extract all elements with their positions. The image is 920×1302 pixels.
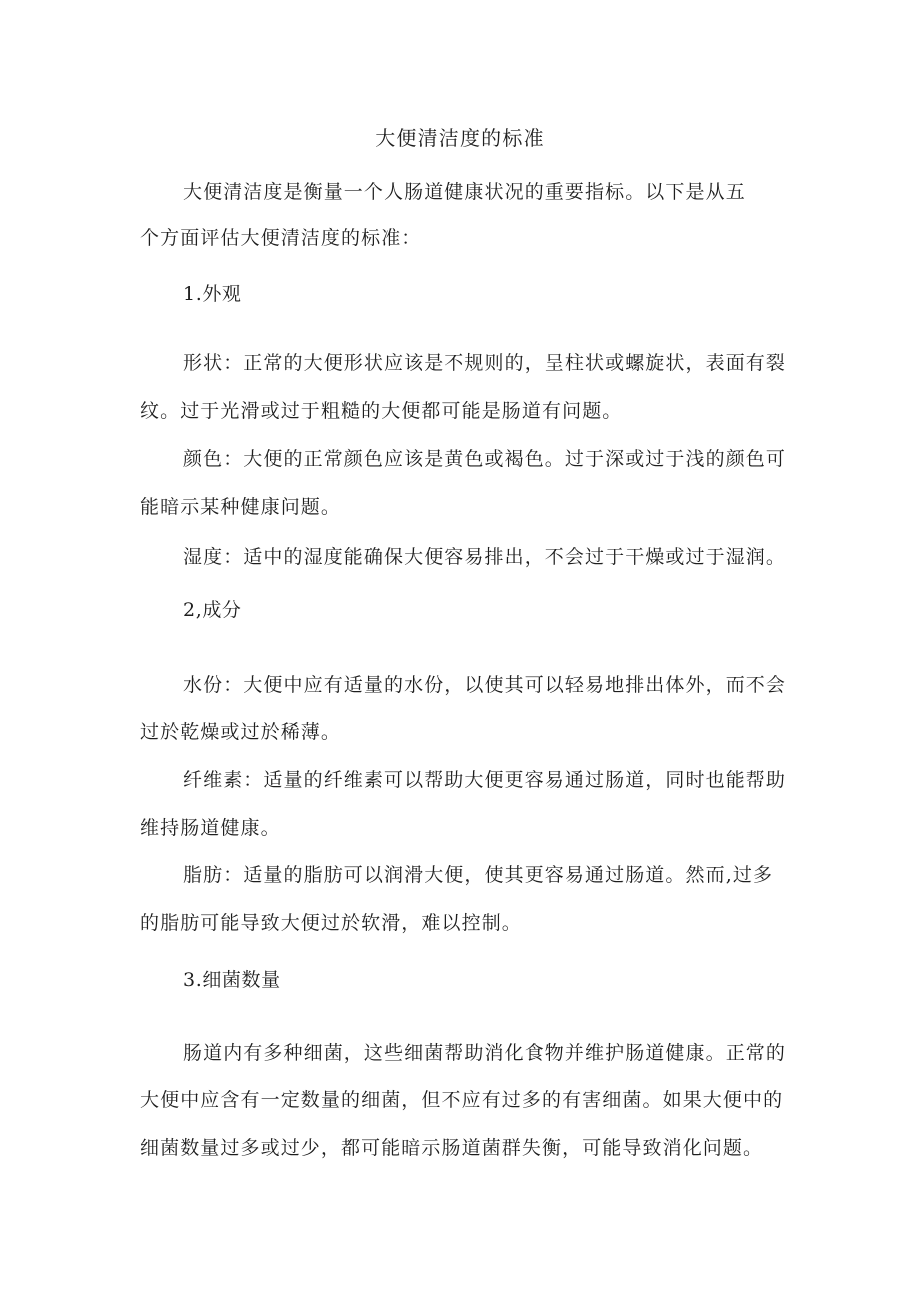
paragraph-water-line-1: 水份：大便中应有适量的水份，以使其可以轻易地排出体外，而不会: [183, 674, 787, 696]
intro-line-2: 个方面评估大便清洁度的标准：: [140, 227, 422, 249]
intro-line-1: 大便清洁度是衡量一个人肠道健康状况的重要指标。以下是从五: [183, 181, 746, 203]
paragraph-fat-line-2: 的脂肪可能导致大便过於软滑，难以控制。: [140, 912, 522, 934]
paragraph-bacteria-line-1: 肠道内有多种细菌，这些细菌帮助消化食物并维护肠道健康。正常的: [183, 1042, 787, 1064]
paragraph-bacteria-line-2: 大便中应含有一定数量的细菌，但不应有过多的有害细菌。如果大便中的: [140, 1089, 784, 1111]
paragraph-fiber-line-1: 纤维素：适量的纤维素可以帮助大便更容易通过肠道，同时也能帮助: [183, 769, 787, 791]
section-heading-bacteria: 3.细菌数量: [183, 969, 281, 991]
section-heading-composition: 2,成分: [183, 599, 242, 621]
paragraph-shape-line-2: 纹。过于光滑或过于粗糙的大便都可能是肠道有问题。: [140, 400, 623, 422]
paragraph-color-line-1: 颜色：大便的正常颜色应该是黄色或褐色。过于深或过于浅的颜色可: [183, 448, 787, 470]
paragraph-bacteria-line-3: 细菌数量过多或过少，都可能暗示肠道菌群失衡，可能导致消化问题。: [140, 1137, 764, 1159]
section-heading-appearance: 1.外观: [183, 283, 242, 305]
paragraph-moisture-line-1: 湿度：适中的湿度能确保大便容易排出，不会过于干燥或过于湿润。: [183, 546, 787, 568]
paragraph-fiber-line-2: 维持肠道健康。: [140, 817, 281, 839]
page-title: 大便清洁度的标准: [375, 126, 545, 150]
paragraph-water-line-2: 过於乾燥或过於稀薄。: [140, 721, 342, 743]
paragraph-fat-line-1: 脂肪：适量的脂肪可以润滑大便，使其更容易通过肠道。然而,过多: [183, 864, 774, 886]
paragraph-color-line-2: 能暗示某种健康问题。: [140, 496, 342, 518]
paragraph-shape-line-1: 形状：正常的大便形状应该是不规则的，呈柱状或螺旋状，表面有裂: [183, 352, 787, 374]
